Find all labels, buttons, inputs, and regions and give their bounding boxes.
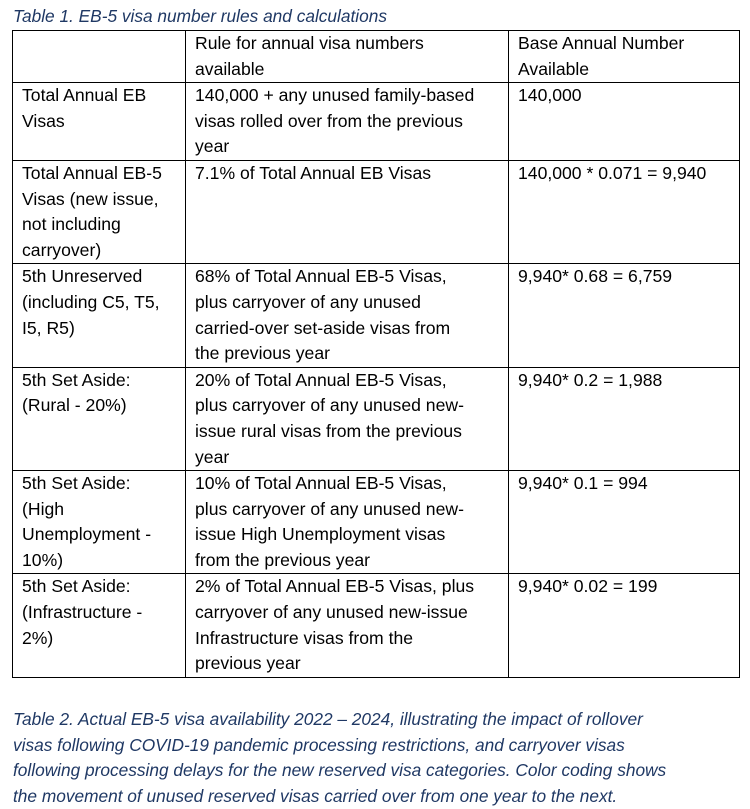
table-2-caption: Table 2. Actual EB-5 visa availability 2022 – 2024, illustrating the impact of rollover visas following COVID-19 pandemic processing restrictions, and carryover visas following processing delays for the new reserved visa categories. Color coding shows the movement of unused reserved visas carried over from one year to the next. [13,709,667,806]
table-row [13,264,740,367]
row-base-number: 9,940* 0.1 = 994 [509,471,740,574]
table-row [13,367,740,470]
table-header-row [13,31,740,83]
row-category: 5th Set Aside: (Infrastructure - 2%) [13,574,186,677]
table-row [13,160,740,263]
header-base-number: Base Annual Number Available [509,31,740,83]
row-rule: 2% of Total Annual EB-5 Visas, plus carryover of any unused new-issue Infrastructure visas from the previous year [186,574,509,677]
row-category: 5th Unreserved (including C5, T5, I5, R5) [13,264,186,367]
table-1-caption: Table 1. EB-5 visa number rules and calculations [13,6,387,26]
row-rule: 140,000 + any unused family-based visas rolled over from the previous year [186,83,509,161]
row-base-number: 140,000 [509,83,740,161]
table-row [13,83,740,161]
row-category: 5th Set Aside: (Rural - 20%) [13,367,186,470]
table-row [13,471,740,574]
header-rule: Rule for annual visa numbers available [186,31,509,83]
row-base-number: 9,940* 0.68 = 6,759 [509,264,740,367]
row-category: 5th Set Aside: (High Unemployment - 10%) [13,471,186,574]
row-category: Total Annual EB Visas [13,83,186,161]
visa-rules-table [12,30,740,678]
row-rule: 10% of Total Annual EB-5 Visas, plus carryover of any unused new- issue High Unemployment visas from the previous year [186,471,509,574]
row-base-number: 140,000 * 0.071 = 9,940 [509,160,740,263]
header-category [13,31,186,83]
row-rule: 7.1% of Total Annual EB Visas [186,160,509,263]
row-category: Total Annual EB-5 Visas (new issue, not including carryover) [13,160,186,263]
row-base-number: 9,940* 0.2 = 1,988 [509,367,740,470]
row-rule: 20% of Total Annual EB-5 Visas, plus carryover of any unused new- issue rural visas from the previous year [186,367,509,470]
row-base-number: 9,940* 0.02 = 199 [509,574,740,677]
table-row [13,574,740,677]
row-rule: 68% of Total Annual EB-5 Visas, plus carryover of any unused carried-over set-aside visas from the previous year [186,264,509,367]
